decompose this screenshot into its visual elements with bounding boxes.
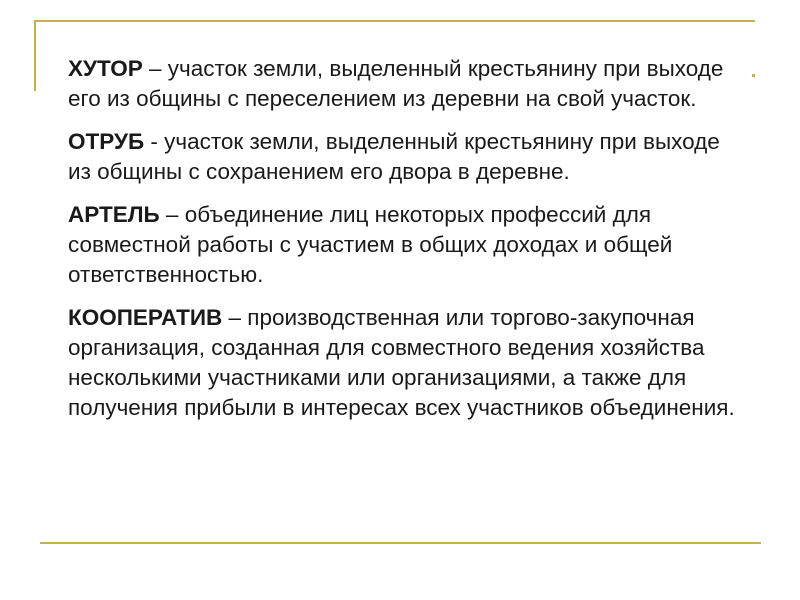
definition-kooperativ-text: – производственная или торгово-закупочная организация, созданная для совместного ведения хозяйства несколькими участниками или организациями, а также для получения прибыли в интересах всех участников объединения. xyxy=(68,305,735,420)
term-khutor: ХУТОР xyxy=(68,56,143,81)
definition-otrub-text: - участок земли, выделенный крестьянину при выходе из общины с сохранением его двора в деревне. xyxy=(68,129,720,184)
definition-khutor xyxy=(68,54,748,114)
definition-artel-text: – объединение лиц некоторых профессий для совместной работы с участием в общих доходах и общей ответственностью. xyxy=(68,202,673,287)
frame-left-line xyxy=(34,20,36,91)
term-artel: АРТЕЛЬ xyxy=(68,202,160,227)
definition-kooperativ xyxy=(68,303,748,423)
term-kooperativ: КООПЕРАТИВ xyxy=(68,305,223,330)
frame-top-line xyxy=(34,20,755,22)
definition-otrub xyxy=(68,127,748,187)
definition-khutor-text: – участок земли, выделенный крестьянину при выходе его из общины с переселением из деревни на свой участок. xyxy=(68,56,724,111)
definitions-list xyxy=(68,54,748,436)
frame-bottom-line xyxy=(40,542,761,544)
corner-dot xyxy=(752,74,755,77)
definition-artel xyxy=(68,200,748,290)
term-otrub: ОТРУБ xyxy=(68,129,145,154)
